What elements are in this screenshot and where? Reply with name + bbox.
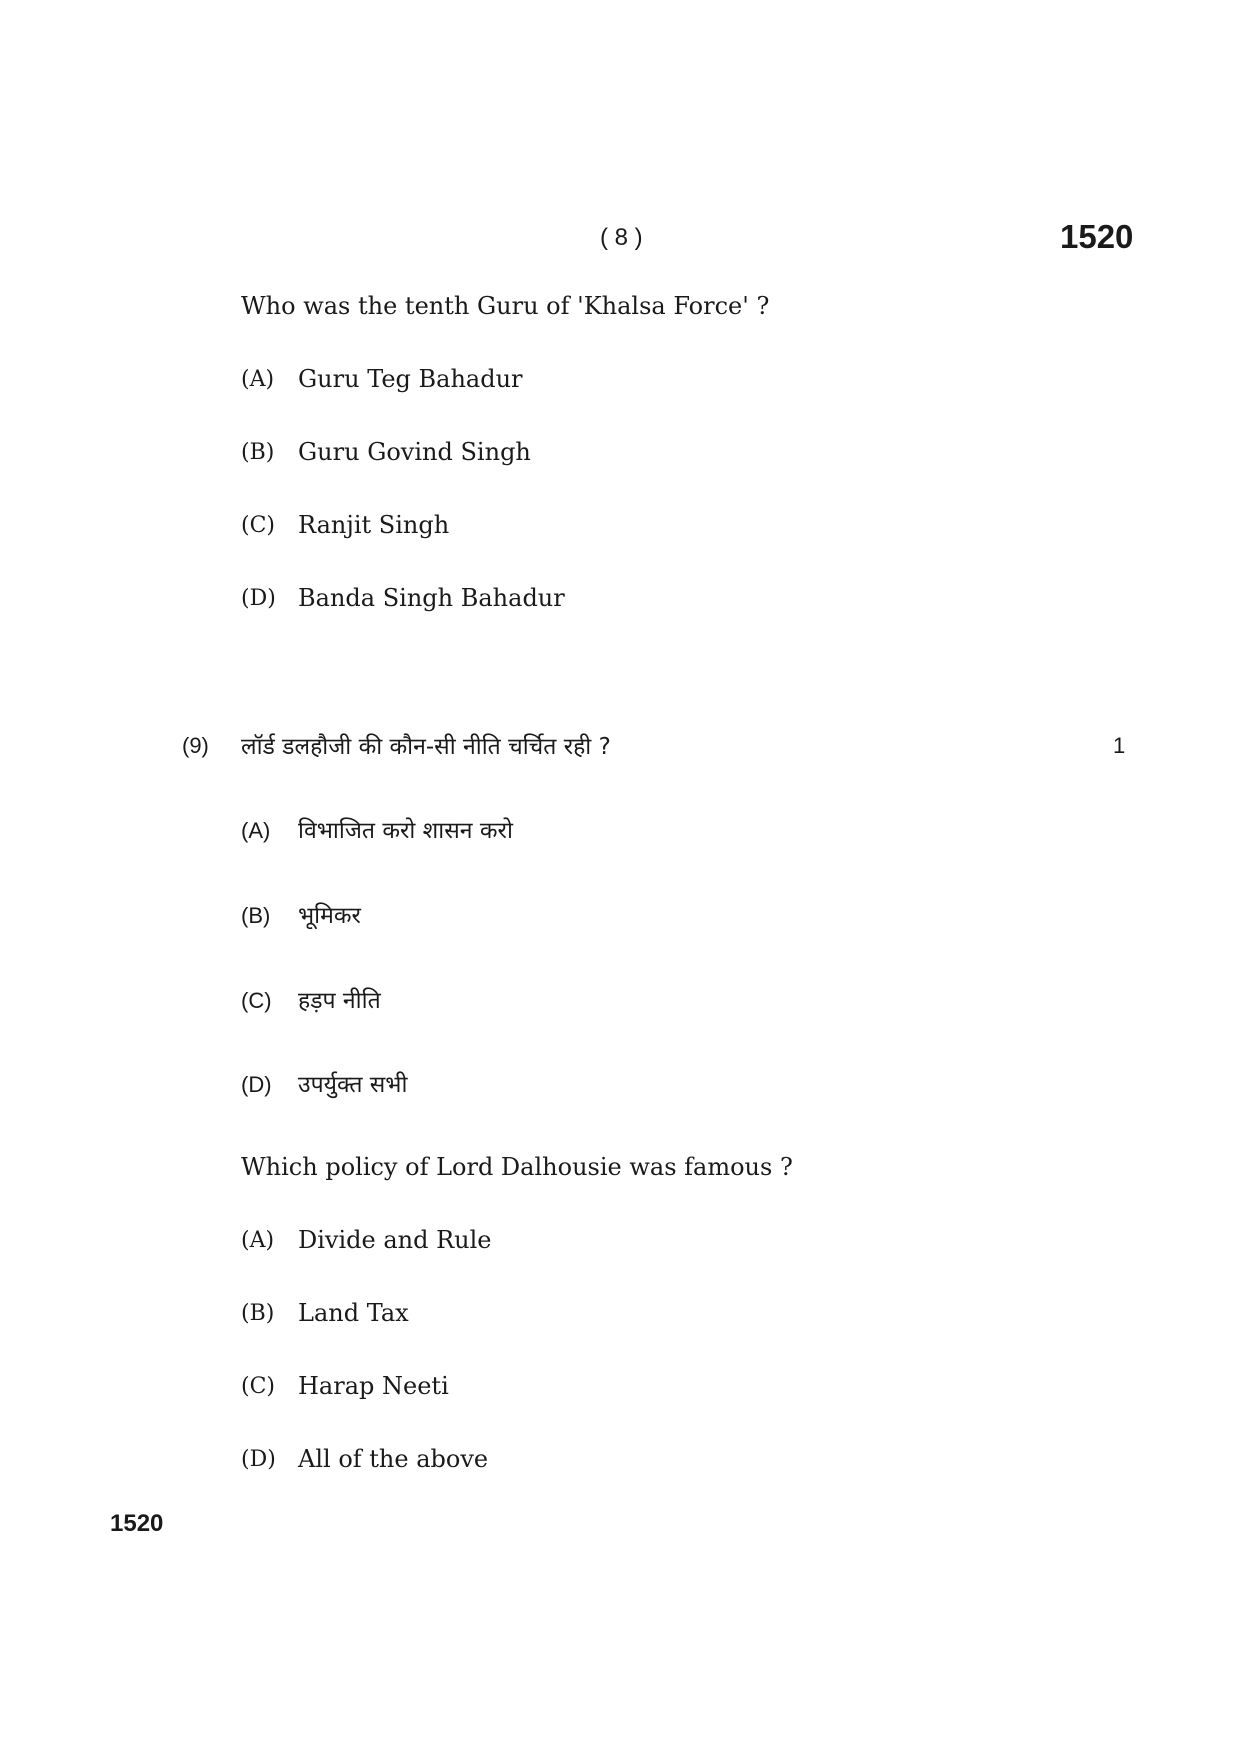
- q8-option-d-label: (D): [241, 586, 276, 611]
- q8-option-b-label: (B): [241, 440, 275, 465]
- paper-code-bottom: 1520: [110, 1510, 164, 1537]
- q8-english-question: Who was the tenth Guru of 'Khalsa Force' ?: [241, 292, 770, 320]
- q9-english-option-d-label: (D): [241, 1447, 276, 1472]
- q9-english-option-b-text: Land Tax: [298, 1299, 409, 1327]
- q9-english-option-a-text: Divide and Rule: [298, 1226, 492, 1254]
- q8-option-d-text: Banda Singh Bahadur: [298, 584, 565, 612]
- q9-number: (9): [182, 733, 209, 758]
- q9-english-option-c-label: (C): [241, 1374, 275, 1399]
- q8-option-b-text: Guru Govind Singh: [298, 438, 531, 466]
- q9-hindi-question: लॉर्ड डलहौजी की कौन-सी नीति चर्चित रही ?: [241, 734, 611, 760]
- q9-hindi-option-c-text: हड़प नीति: [298, 988, 381, 1014]
- q8-option-c-text: Ranjit Singh: [298, 511, 450, 539]
- q9-english-question: Which policy of Lord Dalhousie was famous ?: [241, 1153, 793, 1181]
- q9-english-option-d-text: All of the above: [298, 1445, 489, 1473]
- q8-option-c-label: (C): [241, 513, 275, 538]
- q9-marks: 1: [1113, 733, 1126, 758]
- q9-hindi-option-a-label: (A): [241, 818, 271, 843]
- paper-code-top: 1520: [1060, 218, 1134, 255]
- q9-hindi-option-a-text: विभाजित करो शासन करो: [298, 818, 513, 844]
- q9-english-option-a-label: (A): [241, 1228, 275, 1253]
- q9-english-option-b-label: (B): [241, 1301, 275, 1326]
- q9-hindi-option-d-label: (D): [241, 1072, 272, 1097]
- q9-hindi-option-b-text: भूमिकर: [298, 903, 361, 929]
- q9-hindi-option-b-label: (B): [241, 903, 271, 928]
- q8-option-a-label: (A): [241, 367, 275, 392]
- q9-english-option-c-text: Harap Neeti: [298, 1372, 449, 1400]
- q8-option-a-text: Guru Teg Bahadur: [298, 365, 523, 393]
- page-number: ( 8 ): [600, 224, 643, 251]
- q9-hindi-option-d-text: उपर्युक्त सभी: [298, 1072, 408, 1098]
- q9-hindi-option-c-label: (C): [241, 988, 272, 1013]
